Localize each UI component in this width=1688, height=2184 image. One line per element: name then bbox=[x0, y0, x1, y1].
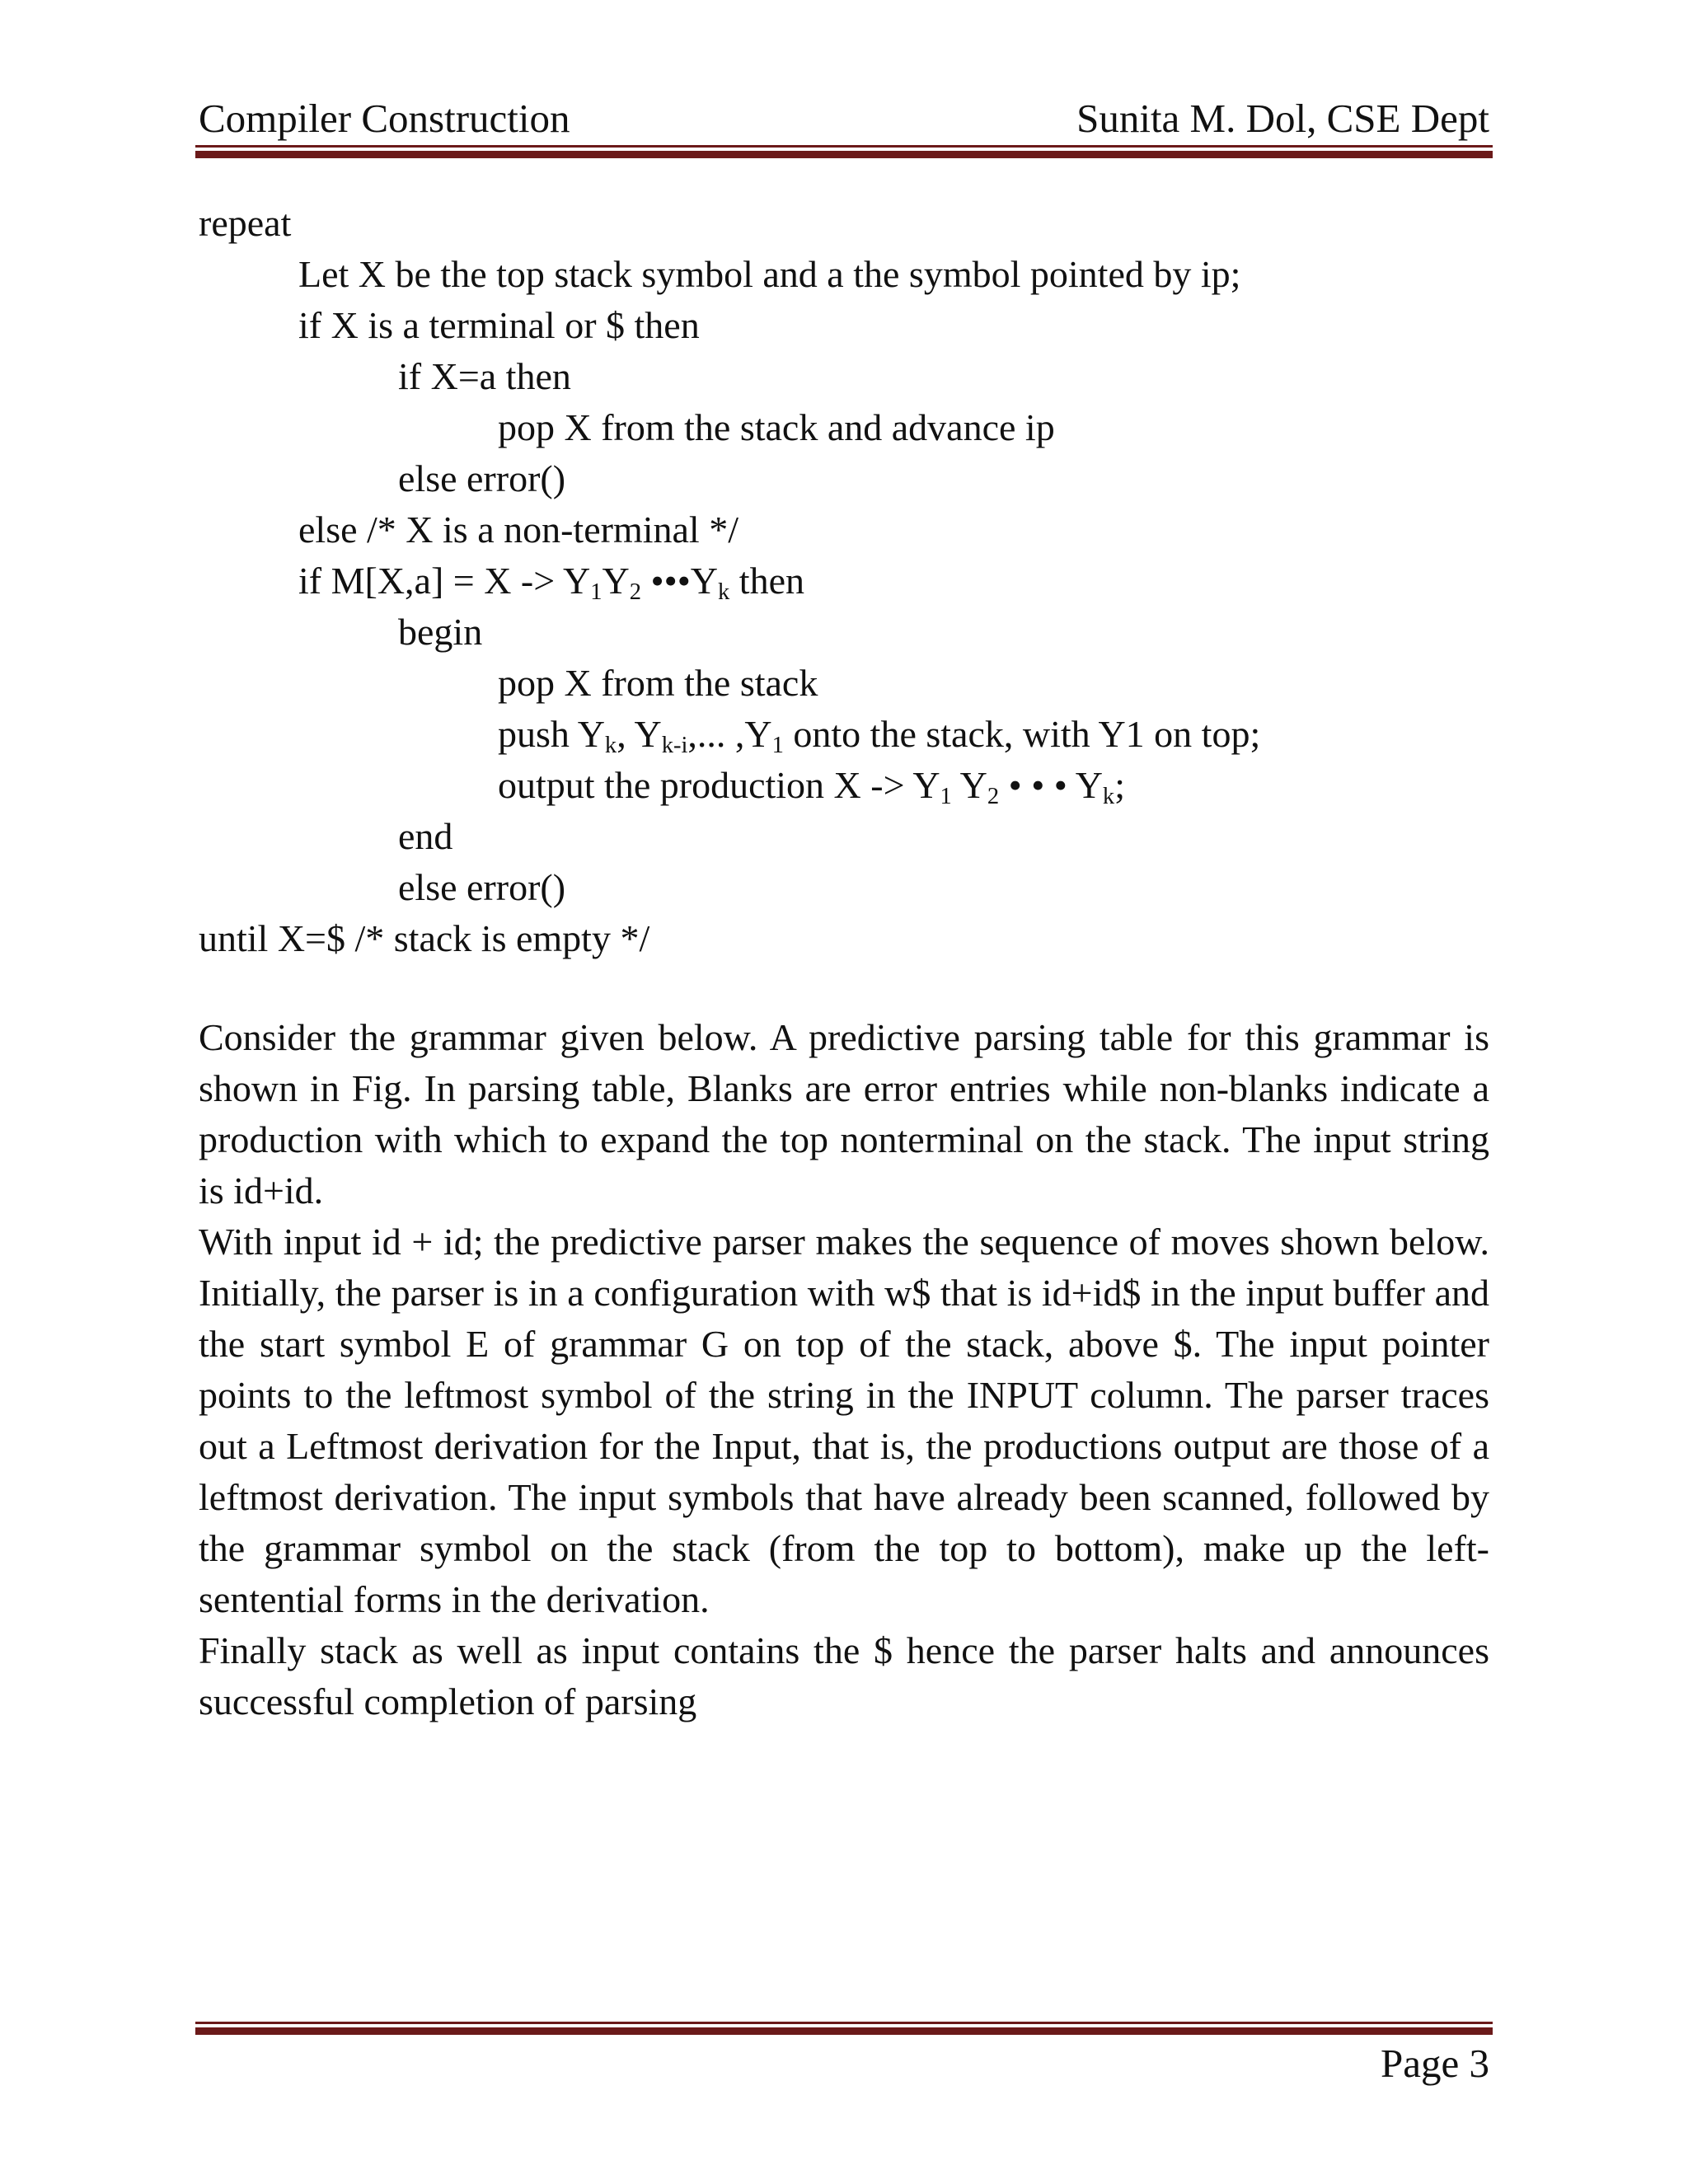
page-number: Page 3 bbox=[1381, 2041, 1489, 2086]
algorithm-line: else error() bbox=[398, 866, 566, 908]
body-text bbox=[199, 1012, 1489, 1727]
header-author: Sunita M. Dol, CSE Dept bbox=[1076, 96, 1489, 141]
algorithm-line: else /* X is a non-terminal */ bbox=[298, 509, 738, 551]
algorithm-line: else error() bbox=[398, 457, 566, 499]
paragraph-completion: Finally stack as well as input contains the $ hence the parser halts and announces successful completion of parsing bbox=[199, 1629, 1489, 1722]
header-divider bbox=[195, 145, 1493, 158]
algorithm-line-output: output the production $X -> Y_1$ $Y_2$ • • • $Y_k$; bbox=[498, 764, 1125, 810]
algorithm-line: if X=a then bbox=[398, 355, 571, 397]
algorithm-line: end bbox=[398, 815, 453, 857]
algorithm-line: Let X be the top stack symbol and a the symbol pointed by ip; bbox=[298, 253, 1241, 295]
paragraph-parser-moves: With input id + id; the predictive parser makes the sequence of moves shown below. Initially, the parser is in a configuration with w$ that is id+id$ in the input buffer and the start symbol E of grammar G on top of the stack, above $. The input pointer points to the leftmost symbol of the string in the INPUT column. The parser traces out a Leftmost derivation for the Input, that is, the productions output are those of a leftmost derivation. The input symbols that have already been scanned, followed by the grammar symbol on the stack (from the top to bottom), make up the left-sentential forms in the derivation. bbox=[199, 1221, 1489, 1620]
paragraph-grammar-intro: Consider the grammar given below. A predictive parsing table for this grammar is shown in Fig. In parsing table, Blanks are error entries while non-blanks indicate a production with which to expand the top nonterminal on the stack. The input string is id+id. bbox=[199, 1016, 1489, 1212]
algorithm-line-push: push $Y_k$, $Y_{k-i}$,... $,Y_1$ onto the stack, with Y1 on top; bbox=[498, 713, 1261, 759]
algorithm-line: if X is a terminal or $ then bbox=[298, 304, 700, 346]
algorithm-block bbox=[199, 198, 1489, 964]
algorithm-line: begin bbox=[398, 611, 483, 653]
algorithm-line: repeat bbox=[199, 202, 292, 244]
algorithm-line: pop X from the stack and advance ip bbox=[498, 406, 1055, 448]
header-course-title: Compiler Construction bbox=[199, 96, 570, 141]
algorithm-line-table-lookup: if $M[X,a] = X -> Y_1Y_2$ $•••Y_k$ then bbox=[298, 560, 804, 606]
footer-divider bbox=[195, 2022, 1493, 2035]
algorithm-line: until X=$ /* stack is empty */ bbox=[199, 917, 650, 959]
algorithm-line: pop X from the stack bbox=[498, 662, 818, 704]
page-header bbox=[199, 92, 1489, 145]
